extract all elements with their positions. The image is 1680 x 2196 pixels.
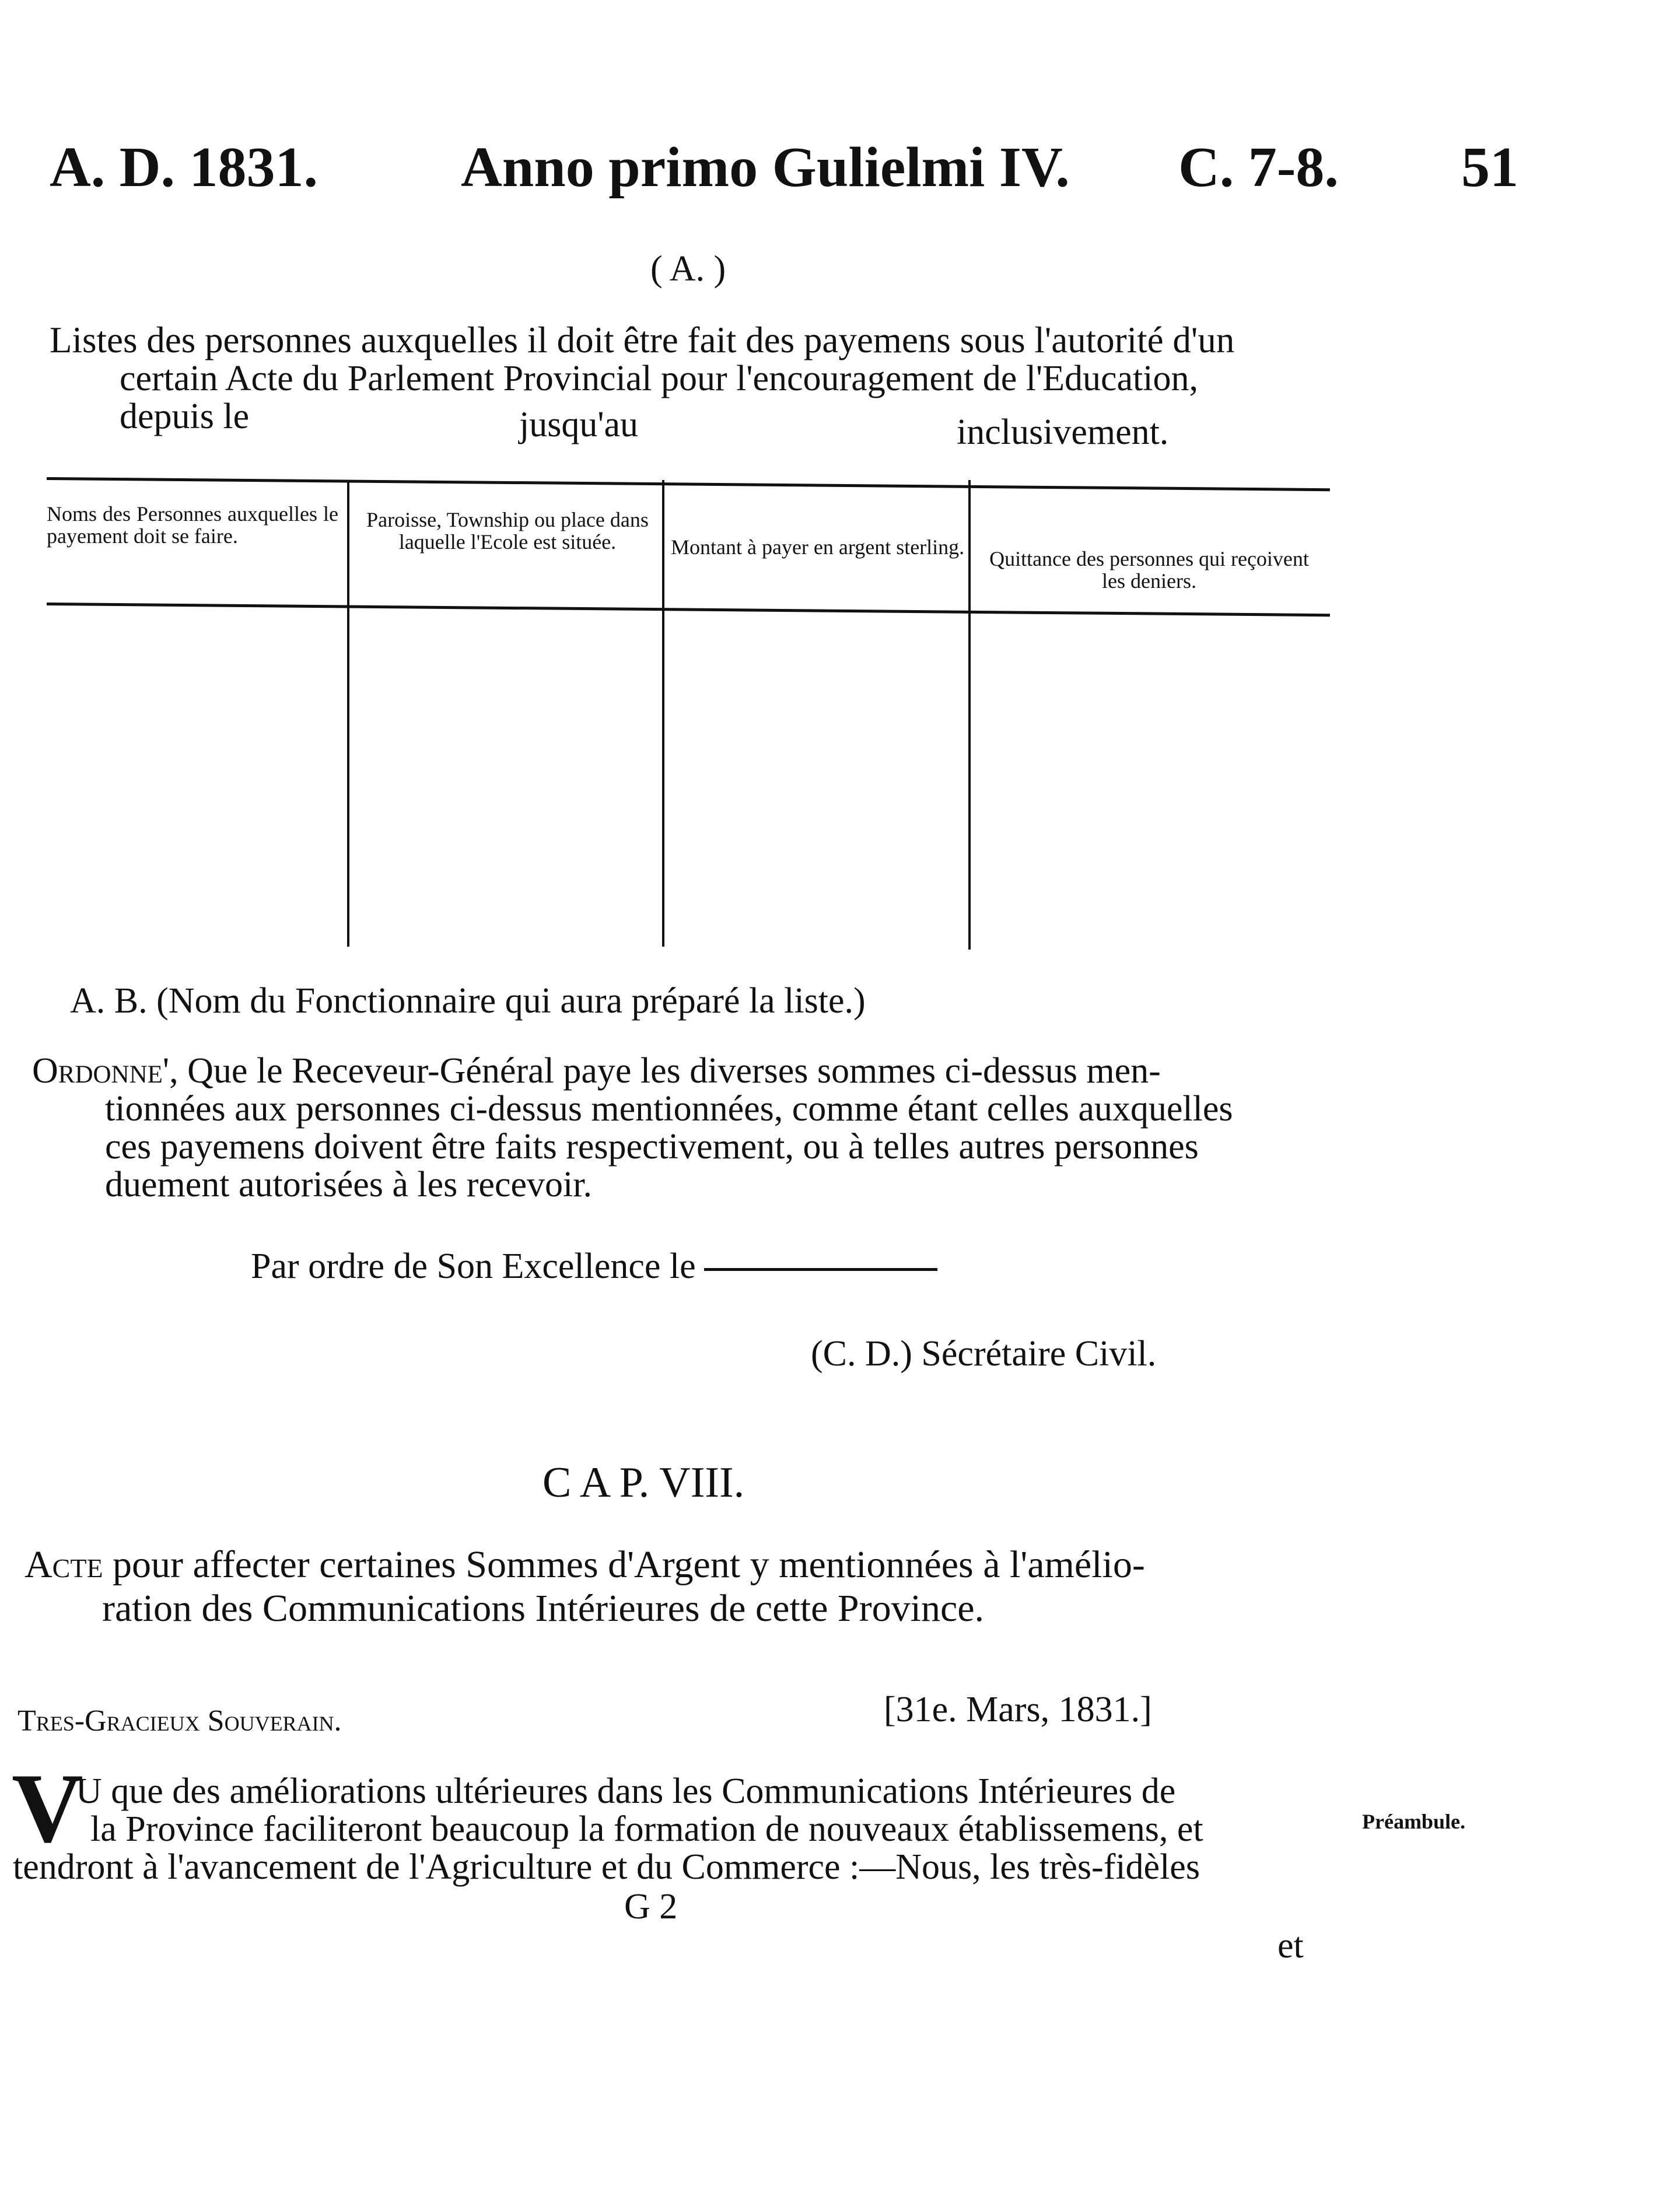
order-line-2: tionnées aux personnes ci-dessus mentionnées, comme étant celles auxquelles [105,1089,1233,1129]
salutation: Tres-Gracieux Souverain. [18,1704,342,1738]
schedule-jusquau: jusqu'au [519,405,639,444]
cap-title: C A P. VIII. [542,1459,745,1507]
secretaire-civil: (C. D.) Sécrétaire Civil. [811,1334,1157,1374]
schedule-intro-line-2: certain Acte du Parlement Provincial pour l'encouragement de l'Education, [120,359,1198,398]
acte-paragraph [24,1543,1145,1586]
acte-line-1: pour affecter certaines Sommes d'Argent y mentionnées à l'amélio- [113,1543,1145,1586]
preamble-line-2: la Province faciliteront beaucoup la formation de nouveaux établissemens, et [90,1809,1203,1849]
column-divider-2 [662,480,664,947]
order-paragraph [32,1053,1161,1089]
order-lead: Ordonne', [32,1051,178,1091]
header-year: A. D. 1831. [50,136,318,199]
acte-lead: Acte [24,1543,103,1586]
schedule-inclusivement: inclusivement. [957,412,1169,452]
schedule-intro-line-1: Listes des personnes auxquelles il doit être fait des payemens sous l'autorité d'un [50,320,1235,360]
header-chapter: C. 7-8. [1178,136,1339,199]
table-top-rule [47,477,1330,491]
header-title: Anno primo Gulielmi IV. [461,136,1070,199]
order-line-1: Que le Receveur-Général paye les diverses sommes ci-dessus men- [187,1051,1161,1091]
preamble-line-1: U que des améliorations ultérieures dans les Communications Intérieures de [76,1771,1176,1811]
drop-cap: V [12,1753,83,1863]
order-line-4: duement autorisées à les recevoir. [105,1165,592,1204]
preamble-line-3: tendront à l'avancement de l'Agriculture et du Commerce :—Nous, les très-fidèles [13,1847,1200,1887]
par-ordre-line [251,1248,937,1284]
column-header-paroisse: Paroisse, Township ou place dans laquelle l'Ecole est située. [366,508,649,554]
column-divider-1 [347,480,349,947]
column-divider-3 [968,480,971,950]
schedule-depuis: depuis le [120,397,250,436]
par-ordre-text: Par ordre de Son Excellence le [251,1246,696,1286]
signature-mark: G 2 [624,1887,678,1927]
column-header-quittance: Quittance des personnes qui reçoivent les deniers. [989,547,1309,593]
acte-line-2: ration des Communications Intérieures de cette Province. [102,1587,985,1630]
signature-blank-rule [704,1268,937,1271]
column-header-noms: Noms des Personnes auxquelles le payement doit se faire. [47,502,338,548]
catchword: et [1278,1926,1304,1966]
order-line-3: ces payemens doivent être faits respectivement, ou à telles autres personnes [105,1127,1199,1167]
act-date: [31e. Mars, 1831.] [884,1690,1152,1729]
page-number: 51 [1461,136,1518,199]
table-header-rule [47,603,1330,617]
schedule-label: ( A. ) [650,249,726,289]
margin-note-preambule: Préambule. [1362,1810,1465,1833]
column-header-montant: Montant à payer en argent sterling. [671,535,965,559]
schedule-signature: A. B. (Nom du Fonctionnaire qui aura préparé la liste.) [70,981,866,1021]
